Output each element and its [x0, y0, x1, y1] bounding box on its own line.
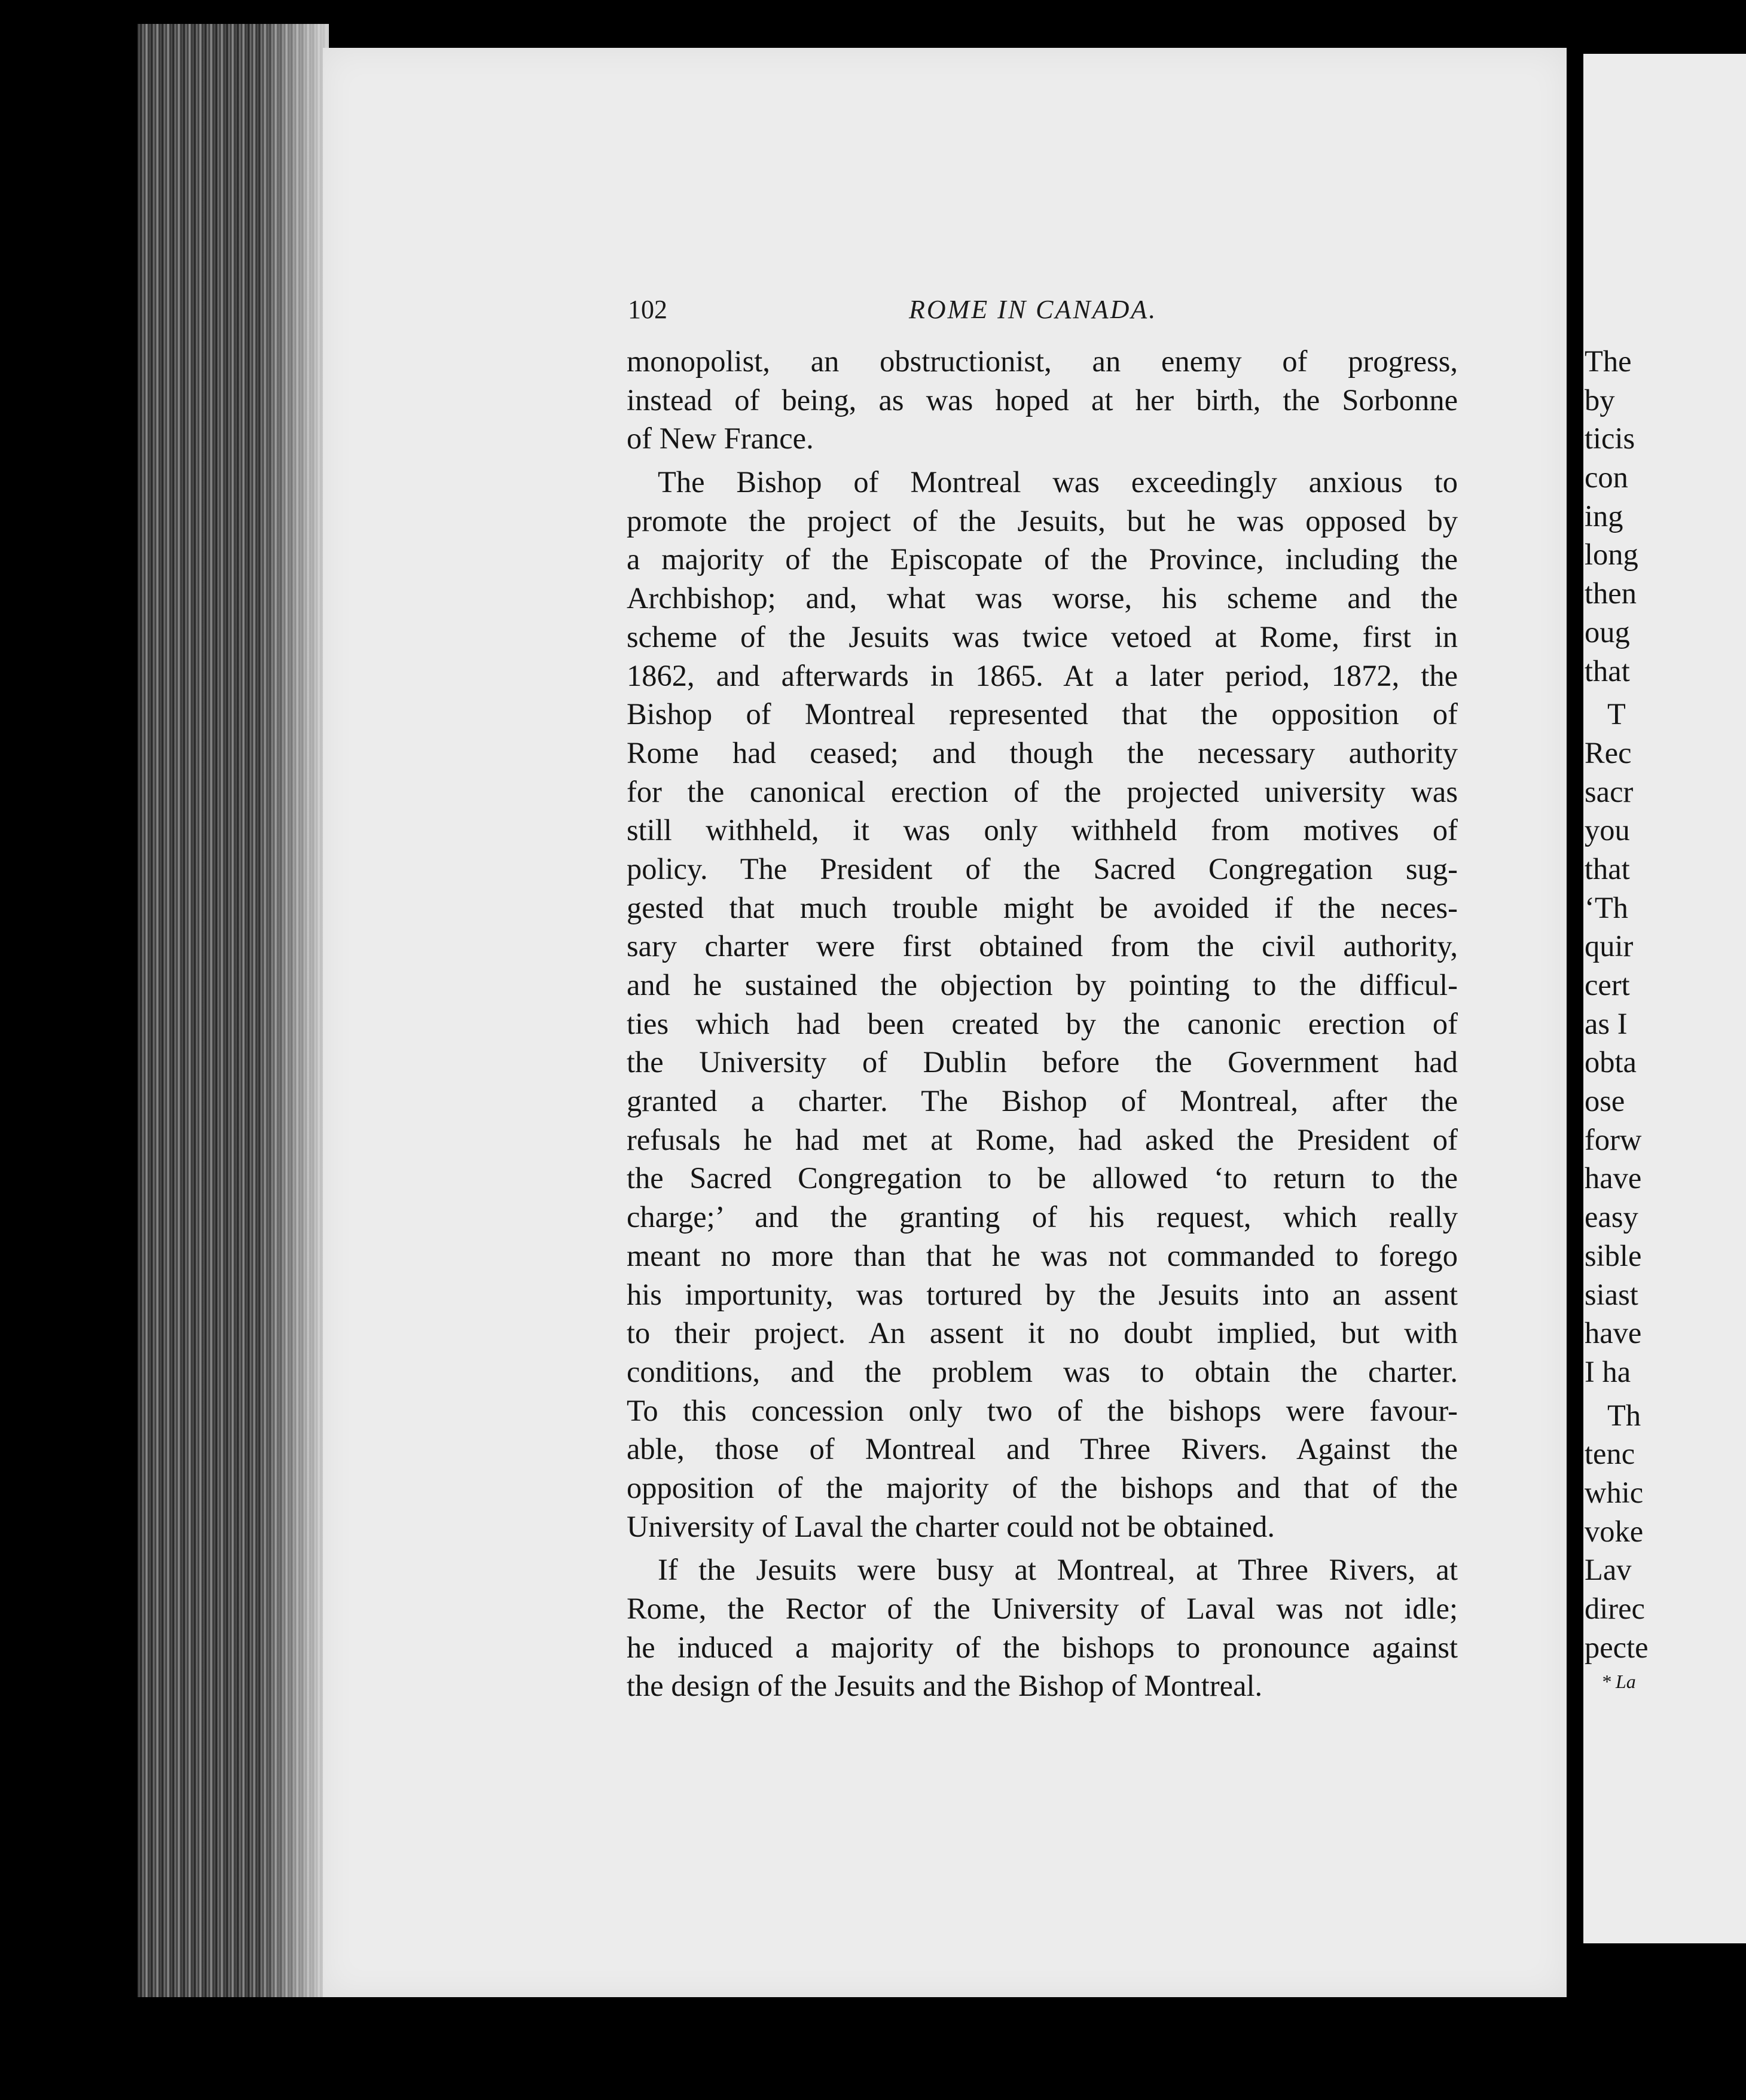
right-page-line-fragment: pecte	[1585, 1630, 1649, 1664]
right-page-line-fragment: tenc	[1585, 1437, 1635, 1471]
body-line: and he sustained the objection by pointing to the difficul-	[627, 968, 1458, 1002]
right-page-line-fragment: that	[1585, 851, 1630, 886]
right-page-line-fragment: have	[1585, 1316, 1642, 1350]
right-page-partial	[1583, 54, 1746, 1943]
right-page-line-fragment: that	[1585, 654, 1630, 688]
right-page-line-fragment: voke	[1585, 1514, 1644, 1548]
body-line: The Bishop of Montreal was exceedingly anxious to	[658, 465, 1458, 499]
page-number: 102	[628, 295, 667, 324]
right-page-line-fragment: long	[1585, 538, 1638, 572]
right-page-line-fragment: forw	[1585, 1122, 1642, 1156]
body-line: gested that much trouble might be avoided if the neces-	[627, 890, 1458, 924]
right-page-line-fragment: siast	[1585, 1277, 1638, 1311]
right-page-line-fragment: ‘Th	[1585, 890, 1628, 924]
body-line: opposition of the majority of the bishops and that of the	[627, 1470, 1458, 1504]
body-line: sary charter were first obtained from the civil authority,	[627, 929, 1458, 963]
page-header	[628, 294, 1465, 330]
right-page-line-fragment: I ha	[1585, 1354, 1631, 1388]
body-line: of New France.	[627, 422, 814, 456]
right-page-line-fragment: have	[1585, 1161, 1642, 1195]
body-line: the design of the Jesuits and the Bishop of Montreal.	[627, 1669, 1263, 1703]
body-line: granted a charter. The Bishop of Montreal, after the	[627, 1084, 1458, 1118]
right-page-line-fragment: then	[1585, 576, 1637, 611]
body-line: University of Laval the charter could not be obtained.	[627, 1509, 1275, 1543]
right-page-line-fragment: sacr	[1585, 774, 1634, 808]
body-line: refusals he had met at Rome, had asked the President of	[627, 1122, 1458, 1156]
right-page-line-fragment: T	[1607, 697, 1626, 731]
right-page-line-fragment: as I	[1585, 1006, 1628, 1040]
right-page-line-fragment: The	[1585, 344, 1632, 378]
running-title: ROME IN CANADA.	[909, 295, 1158, 324]
body-line: 1862, and afterwards in 1865. At a later period, 1872, the	[627, 658, 1458, 692]
body-line: charge;’ and the granting of his request, which really	[627, 1200, 1458, 1234]
body-line: the Sacred Congregation to be allowed ‘to return to the	[627, 1161, 1458, 1195]
right-page-line-fragment: obta	[1585, 1045, 1637, 1079]
body-line: Rome had ceased; and though the necessary authority	[627, 735, 1458, 770]
body-line: If the Jesuits were busy at Montreal, at Three Rivers, at	[658, 1553, 1458, 1587]
body-line: still withheld, it was only withheld from motives of	[627, 813, 1458, 847]
right-page-line-fragment: direc	[1585, 1592, 1645, 1625]
right-page-line-fragment: whic	[1585, 1475, 1644, 1509]
right-page-text-fragments	[1583, 342, 1649, 1705]
body-line: promote the project of the Jesuits, but he was opposed by	[627, 503, 1458, 538]
body-line: the University of Dublin before the Government had	[627, 1045, 1458, 1079]
body-line: To this concession only two of the bishops were favour-	[627, 1393, 1458, 1427]
right-page-line-fragment: ing	[1585, 499, 1623, 533]
body-line: Archbishop; and, what was worse, his scheme and the	[627, 581, 1458, 615]
right-page-line-fragment: sible	[1585, 1238, 1642, 1272]
body-line: Rome, the Rector of the University of Laval was not idle;	[627, 1592, 1458, 1625]
body-line: scheme of the Jesuits was twice vetoed at Rome, first in	[627, 619, 1458, 654]
body-text	[627, 342, 1458, 1705]
right-page-line-fragment: ticis	[1585, 422, 1635, 456]
right-page-line-fragment: easy	[1585, 1200, 1638, 1234]
right-page-line-fragment: Rec	[1585, 735, 1632, 770]
body-line: ties which had been created by the canonic erection of	[627, 1006, 1458, 1040]
body-line: his importunity, was tortured by the Jesuits into an assent	[627, 1277, 1458, 1311]
body-line: meant no more than that he was not commanded to forego	[627, 1238, 1458, 1272]
body-line: instead of being, as was hoped at her birth, the Sorbonne	[627, 383, 1458, 417]
body-line: a majority of the Episcopate of the Province, including the	[627, 542, 1458, 576]
body-line: he induced a majority of the bishops to pronounce against	[627, 1630, 1458, 1664]
body-line: monopolist, an obstructionist, an enemy of progress,	[627, 344, 1458, 378]
right-page-line-fragment: Lav	[1585, 1553, 1632, 1587]
body-line: conditions, and the problem was to obtain the charter.	[627, 1354, 1458, 1388]
right-page-line-fragment: Th	[1607, 1398, 1641, 1432]
body-line: policy. The President of the Sacred Congregation sug-	[627, 851, 1458, 886]
right-page-footnote: * La	[1601, 1671, 1636, 1693]
right-page-line-fragment: oug	[1585, 615, 1630, 649]
right-page-line-fragment: cert	[1585, 968, 1630, 1002]
body-line: Bishop of Montreal represented that the opposition of	[627, 697, 1458, 731]
right-page-line-fragment: con	[1585, 460, 1628, 495]
book-page-edges	[138, 24, 329, 1997]
body-line: able, those of Montreal and Three Rivers. Against the	[627, 1432, 1458, 1466]
body-line: to their project. An assent it no doubt implied, but with	[627, 1316, 1458, 1350]
right-page-line-fragment: by	[1585, 383, 1615, 417]
right-page-line-fragment: quir	[1585, 929, 1634, 963]
right-page-line-fragment: you	[1585, 813, 1630, 847]
body-line: for the canonical erection of the projected university was	[627, 774, 1458, 808]
right-page-line-fragment: ose	[1585, 1084, 1625, 1118]
